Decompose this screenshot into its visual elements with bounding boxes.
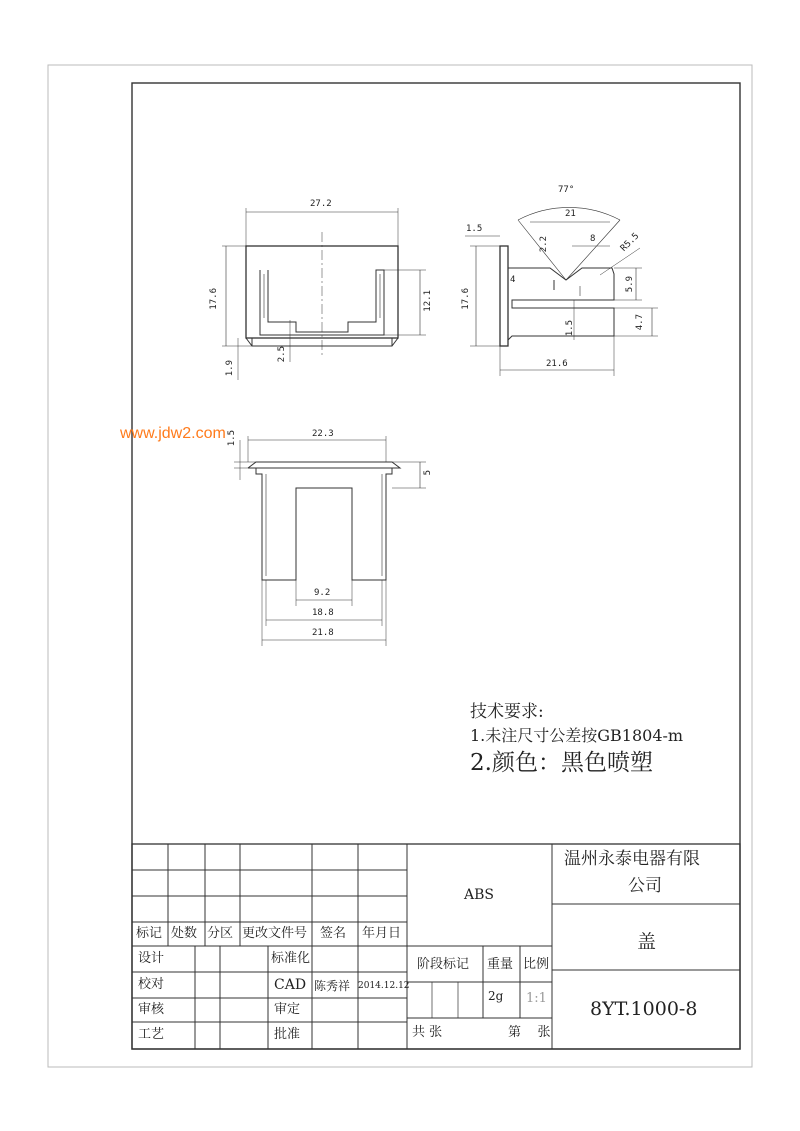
- dim-side-depth: 2.2: [539, 236, 549, 253]
- drawer-name: 陈秀祥: [314, 979, 351, 993]
- rev-header-mark: 标记: [136, 926, 163, 941]
- dim-front-inner-height: 12.1: [423, 290, 433, 312]
- weight-value: 2g: [488, 989, 504, 1003]
- row-review-label: 审核: [138, 1002, 165, 1017]
- rev-header-date: 年月日: [362, 926, 402, 941]
- dim-bottom-inner: 18.8: [312, 608, 334, 618]
- part-name: 盖: [637, 931, 657, 953]
- row-verify-label: 审定: [274, 1002, 301, 1017]
- rev-header-zone: 分区: [207, 926, 234, 941]
- notes-line-1: 1.未注尺寸公差按GB1804-m: [470, 726, 684, 745]
- dim-side-arc-chord: 21: [565, 209, 576, 219]
- notes-heading: 技术要求:: [470, 702, 544, 722]
- total-sheets: 共 张: [412, 1025, 443, 1040]
- dim-bottom-slot: 9.2: [314, 588, 331, 598]
- row-process-label: 工艺: [138, 1027, 165, 1042]
- dim-front-ledge: 2.5: [277, 346, 287, 363]
- row-design-label: 设计: [138, 951, 165, 966]
- sheet-number: 第 张: [508, 1025, 551, 1040]
- material-value: ABS: [464, 887, 494, 903]
- dim-side-h1: 5.9: [625, 276, 635, 293]
- dim-bottom-outer: 21.8: [312, 628, 334, 638]
- dim-side-flat: 8: [590, 234, 596, 244]
- drawing-date: 2014.12.12: [358, 981, 410, 991]
- notes-line-2: 2.颜色：黑色喷塑: [470, 750, 653, 776]
- dim-bottom-flange: 1.5: [227, 430, 237, 447]
- row-approve-label: 批准: [274, 1027, 301, 1042]
- outer-border: [48, 65, 752, 1067]
- row-check-label: 校对: [138, 977, 165, 992]
- dim-side-height: 17.6: [461, 288, 471, 310]
- dim-side-top-offset: 1.5: [466, 224, 483, 234]
- company-name-line-1: 温州永泰电器有限: [564, 849, 700, 869]
- dim-side-h3: 1.5: [565, 320, 575, 337]
- dim-front-bottom: 1.9: [225, 360, 235, 377]
- rev-header-document: 更改文件号: [242, 926, 308, 941]
- stage-mark-label: 阶段标记: [417, 957, 470, 972]
- company-name-line-2: 公司: [628, 876, 662, 896]
- drawing-number: 8YT.1000-8: [590, 998, 698, 1020]
- scale-value: 1:1: [526, 991, 547, 1006]
- weight-label: 重量: [487, 957, 514, 972]
- rev-header-count: 处数: [171, 926, 198, 941]
- rev-header-signature: 签名: [320, 926, 347, 941]
- dim-front-height: 17.6: [209, 288, 219, 310]
- dim-side-h2: 4.7: [635, 314, 645, 331]
- front-view: [222, 208, 426, 380]
- dim-bottom-right: 5: [423, 470, 433, 476]
- dim-side-angle: 77°: [558, 185, 575, 195]
- dim-front-width: 27.2: [310, 199, 332, 209]
- row-standard-label: 标准化: [271, 951, 311, 966]
- dim-bottom-top-width: 22.3: [312, 429, 334, 439]
- row-cad-label: CAD: [274, 977, 307, 993]
- scale-label: 比例: [523, 957, 550, 972]
- watermark-text: www.jdw2.com: [120, 425, 226, 442]
- dim-side-h4: 4: [510, 275, 516, 285]
- dim-side-radius: R5.5: [618, 231, 642, 254]
- dim-side-length: 21.6: [546, 359, 568, 369]
